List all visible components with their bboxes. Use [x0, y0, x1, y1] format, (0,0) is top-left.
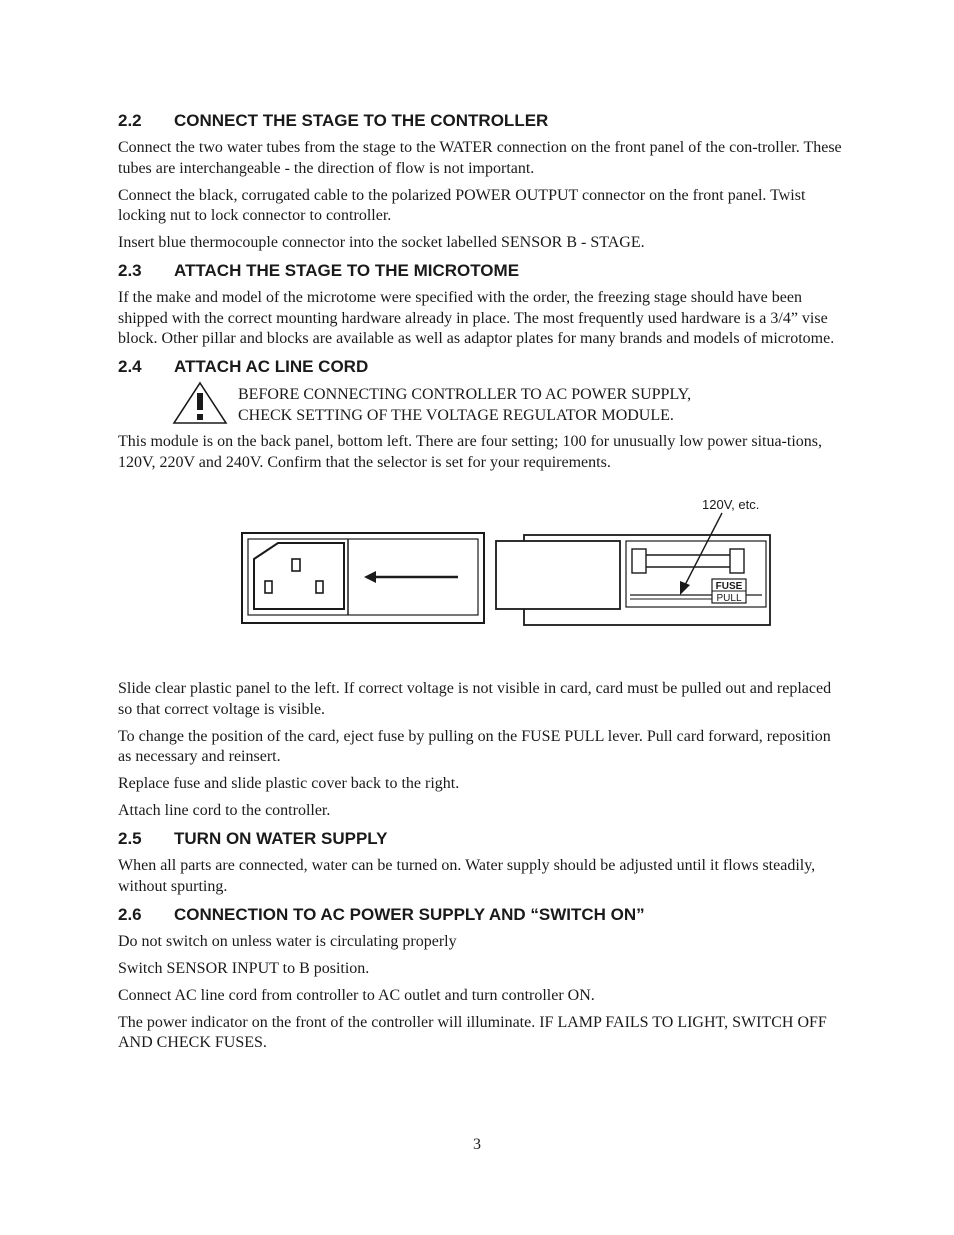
- section-number: 2.3: [118, 261, 142, 280]
- section-number: 2.6: [118, 904, 142, 924]
- voltage-module-illustration: [118, 485, 848, 655]
- open-module: [496, 513, 770, 625]
- section-title: ATTACH THE STAGE TO THE MICROTOME: [174, 261, 520, 280]
- paragraph: This module is on the back panel, bottom left. There are four setting; 100 for unusually low power situa-tions, 120V, 220V and 240V. Confirm that the selector is set for your requirements.: [118, 433, 822, 471]
- section-heading-2-5: [118, 828, 848, 850]
- paragraph: Switch SENSOR INPUT to B position.: [118, 959, 370, 977]
- voltage-module-diagram: [118, 485, 848, 655]
- warning-text: [238, 384, 691, 426]
- section-title: TURN ON WATER SUPPLY: [174, 829, 388, 848]
- fuse-label: FUSE: [715, 581, 743, 592]
- section-heading-2-2: [118, 110, 848, 132]
- pull-label: PULL: [716, 593, 742, 604]
- paragraph: Connect the two water tubes from the stage to the WATER connection on the front panel of the con-troller. These tubes are interchangeable - the direction of flow is not important.: [118, 139, 842, 177]
- page-number: 3: [473, 1136, 481, 1153]
- paragraph: Replace fuse and slide plastic cover back to the right.: [118, 775, 460, 792]
- warning-line-2: CHECK SETTING OF THE VOLTAGE REGULATOR MODULE.: [238, 407, 674, 424]
- section-title: CONNECTION TO AC POWER SUPPLY AND “SWITCH ON”: [174, 904, 645, 924]
- warning-notice: [172, 384, 848, 426]
- section-title: CONNECT THE STAGE TO THE CONTROLLER: [174, 111, 549, 130]
- voltage-callout-label: 120V, etc.: [702, 497, 760, 512]
- warning-triangle-icon: [172, 381, 228, 425]
- paragraph: Do not switch on unless water is circulating properly: [118, 932, 457, 950]
- section-number: 2.2: [118, 111, 142, 130]
- paragraph: Connect AC line cord from controller to AC outlet and turn controller ON.: [118, 986, 595, 1004]
- document-page: [118, 110, 848, 1060]
- section-heading-2-3: [118, 260, 848, 282]
- paragraph: The power indicator on the front of the controller will illuminate. IF LAMP FAILS TO LIGHT, SWITCH OFF AND CHECK FUSES.: [118, 1013, 827, 1051]
- closed-module: [242, 533, 484, 623]
- section-heading-2-4: [118, 356, 848, 378]
- paragraph: If the make and model of the microtome were specified with the order, the freezing stage should have been shipped with the correct mounting hardware already in place. The most frequently used hardware is a 3/4” vise block. Other pillar and blocks are available as well as adaptor plates for many brands and models of microtome.: [118, 289, 835, 347]
- paragraph: Connect the black, corrugated cable to the polarized POWER OUTPUT connector on the front panel. Twist locking nut to lock connector to controller.: [118, 186, 806, 224]
- section-number: 2.5: [118, 829, 142, 848]
- paragraph: To change the position of the card, eject fuse by pulling on the FUSE PULL lever. Pull card forward, reposition as necessary and reinsert.: [118, 727, 831, 765]
- paragraph: When all parts are connected, water can be turned on. Water supply should be adjusted until it flows steadily, without spurting.: [118, 857, 816, 895]
- section-title: ATTACH AC LINE CORD: [174, 357, 369, 376]
- paragraph: Attach line cord to the controller.: [118, 802, 331, 819]
- section-heading-2-6: [118, 904, 848, 926]
- section-number: 2.4: [118, 357, 142, 376]
- warning-line-1: BEFORE CONNECTING CONTROLLER TO AC POWER SUPPLY,: [238, 386, 692, 403]
- paragraph: Insert blue thermocouple connector into the socket labelled SENSOR B - STAGE.: [118, 234, 645, 251]
- paragraph: Slide clear plastic panel to the left. If correct voltage is not visible in card, card must be pulled out and replaced so that correct voltage is visible.: [118, 680, 832, 718]
